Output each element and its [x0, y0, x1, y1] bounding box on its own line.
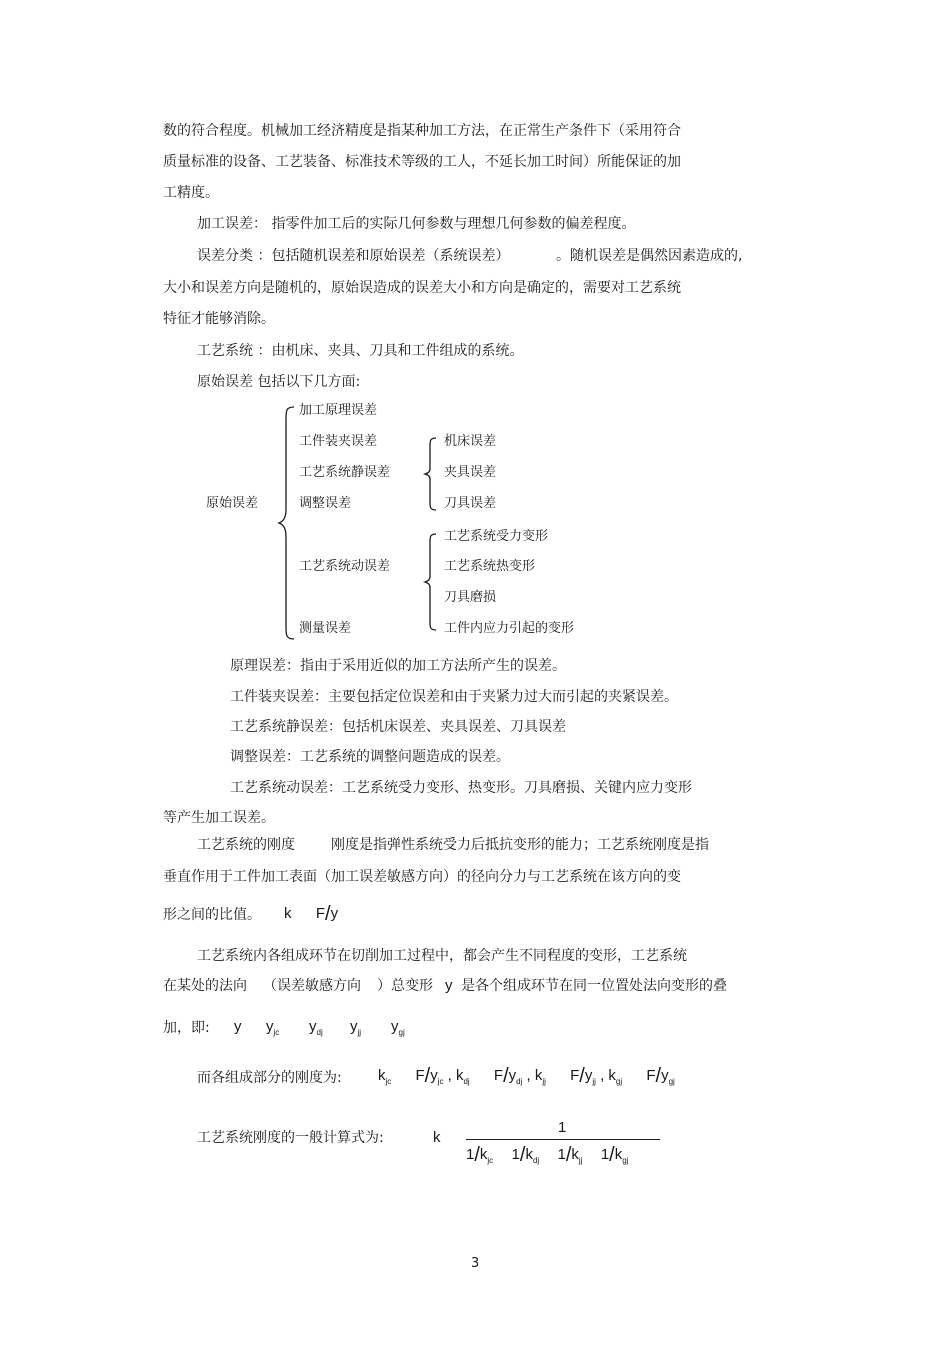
general-formula-k: k — [433, 1129, 441, 1146]
sum-term: $y_{gj}$ — [391, 1018, 405, 1037]
tree-item: 测量误差 — [299, 621, 352, 636]
general-formula-denominator: $1/k_{jc}$ $1/k_{dj}$ $1/k_{jj}$ $1/k_{gj}$ — [466, 1144, 629, 1166]
tree-item: 工艺系统动误差 — [299, 559, 391, 574]
tree-item: 工艺系统静误差 — [299, 465, 391, 480]
general-formula-label: 工艺系统刚度的一般计算式为: — [197, 1130, 384, 1146]
definition-principle-error: 原理误差：指由于采用近似的加工方法所产生的误差。 — [230, 658, 566, 674]
error-classification: 误差分类 ：包括随机误差和原始误差（系统误差） — [197, 248, 510, 264]
tree-root: 原始误差 — [206, 496, 259, 511]
var-F: F — [315, 905, 326, 922]
definition-adjustment-error: 调整误差：工艺系统的调整问题造成的误差。 — [230, 749, 510, 765]
general-formula-numerator: 1 — [558, 1119, 567, 1136]
tree-brace-dynamic — [422, 532, 440, 632]
component-stiffness-formula: $k_{jc}$ $F/y_{jc}$ , $k_{dj}$ $F/y_{dj}$ , $k_{jj}$ $F/y_{jj}$ , $k_{gj}$ $F/y_{gj}$ — [378, 1065, 675, 1087]
definition-dynamic-error: 工艺系统动误差：工艺系统受力变形、热变形。刀具磨损、关键内应力变形 — [230, 780, 692, 796]
sum-term: $y_{jc}$ — [266, 1018, 280, 1037]
paragraph-line: 在某处的法向 — [163, 978, 247, 994]
paragraph-line: 质量标准的设备、工艺装备、标准技术等级的工人，不延长加工时间）所能保证的加 — [163, 154, 681, 170]
tree-subitem: 刀具磨损 — [444, 590, 497, 605]
stiffness-definition: 刚度是指弹性系统受力后抵抗变形的能力；工艺系统刚度是指 — [331, 837, 709, 853]
var-y: y — [445, 977, 453, 994]
sum-term: $y_{jj}$ — [350, 1018, 362, 1037]
fraction-bar — [466, 1139, 660, 1140]
paragraph-line: 数的符合程度。机械加工经济精度是指某种加工方法，在正常生产条件下（采用符合 — [163, 123, 681, 139]
paragraph-line: 工精度。 — [163, 185, 219, 201]
stiffness-heading: 工艺系统的刚度 — [197, 837, 295, 853]
var-y: y — [330, 905, 339, 922]
paragraph-line: 特征才能够消除。 — [163, 311, 275, 327]
paragraph-line: 工艺系统内各组成环节在切削加工过程中，都会产生不同程度的变形，工艺系统 — [197, 948, 687, 964]
stiffness-formula: k F/y — [284, 903, 339, 925]
paragraph-line: ）总变形 — [377, 978, 433, 994]
tree-item: 工件装夹误差 — [299, 434, 378, 449]
tree-subitem: 工艺系统热变形 — [444, 559, 536, 574]
page-number: 3 — [471, 1256, 480, 1271]
sum-term: $y_{dj}$ — [309, 1018, 323, 1037]
paragraph-line: 垂直作用于工件加工表面（加工误差敏感方向）的径向分力与工艺系统在该方向的变 — [163, 869, 681, 885]
tree-subitem: 刀具误差 — [444, 496, 497, 511]
original-error-intro: 原始误差 包括以下几方面: — [197, 374, 361, 390]
component-stiffness-label: 而各组成部分的刚度为: — [197, 1070, 342, 1086]
tree-item: 加工原理误差 — [299, 403, 378, 418]
tree-subitem: 夹具误差 — [444, 465, 497, 480]
paragraph-line: （误差敏感方向 — [263, 978, 361, 994]
paragraph-line: 是各个组成环节在同一位置处法向变形的叠 — [461, 978, 727, 994]
var-k: k — [284, 905, 292, 922]
paragraph-line: 形之间的比值。 — [163, 907, 261, 923]
definition-process-system: 工艺系统 ：由机床、夹具、刀具和工件组成的系统。 — [197, 343, 524, 359]
tree-brace-main — [276, 405, 300, 641]
paragraph-line: 加，即: — [163, 1020, 210, 1036]
definition-clamping-error: 工件装夹误差：主要包括定位误差和由于夹紧力过大而引起的夹紧误差。 — [230, 689, 678, 705]
tree-brace-static — [422, 436, 440, 512]
tree-subitem: 工件内应力引起的变形 — [444, 621, 575, 636]
sum-term: y — [234, 1018, 242, 1035]
definition-machining-error: 加工误差： 指零件加工后的实际几何参数与理想几何参数的偏差程度。 — [197, 216, 636, 232]
paragraph-line: 大小和误差方向是随机的，原始误造成的误差大小和方向是确定的，需要对工艺系统 — [163, 280, 681, 296]
tree-subitem: 工艺系统受力变形 — [444, 529, 549, 544]
paragraph-line: 等产生加工误差。 — [163, 810, 275, 826]
tree-subitem: 机床误差 — [444, 434, 497, 449]
definition-static-error: 工艺系统静误差：包括机床误差、夹具误差、刀具误差 — [230, 719, 566, 735]
error-classification-cont: 。随机误差是偶然因素造成的, — [556, 248, 743, 264]
tree-item: 调整误差 — [299, 496, 352, 511]
